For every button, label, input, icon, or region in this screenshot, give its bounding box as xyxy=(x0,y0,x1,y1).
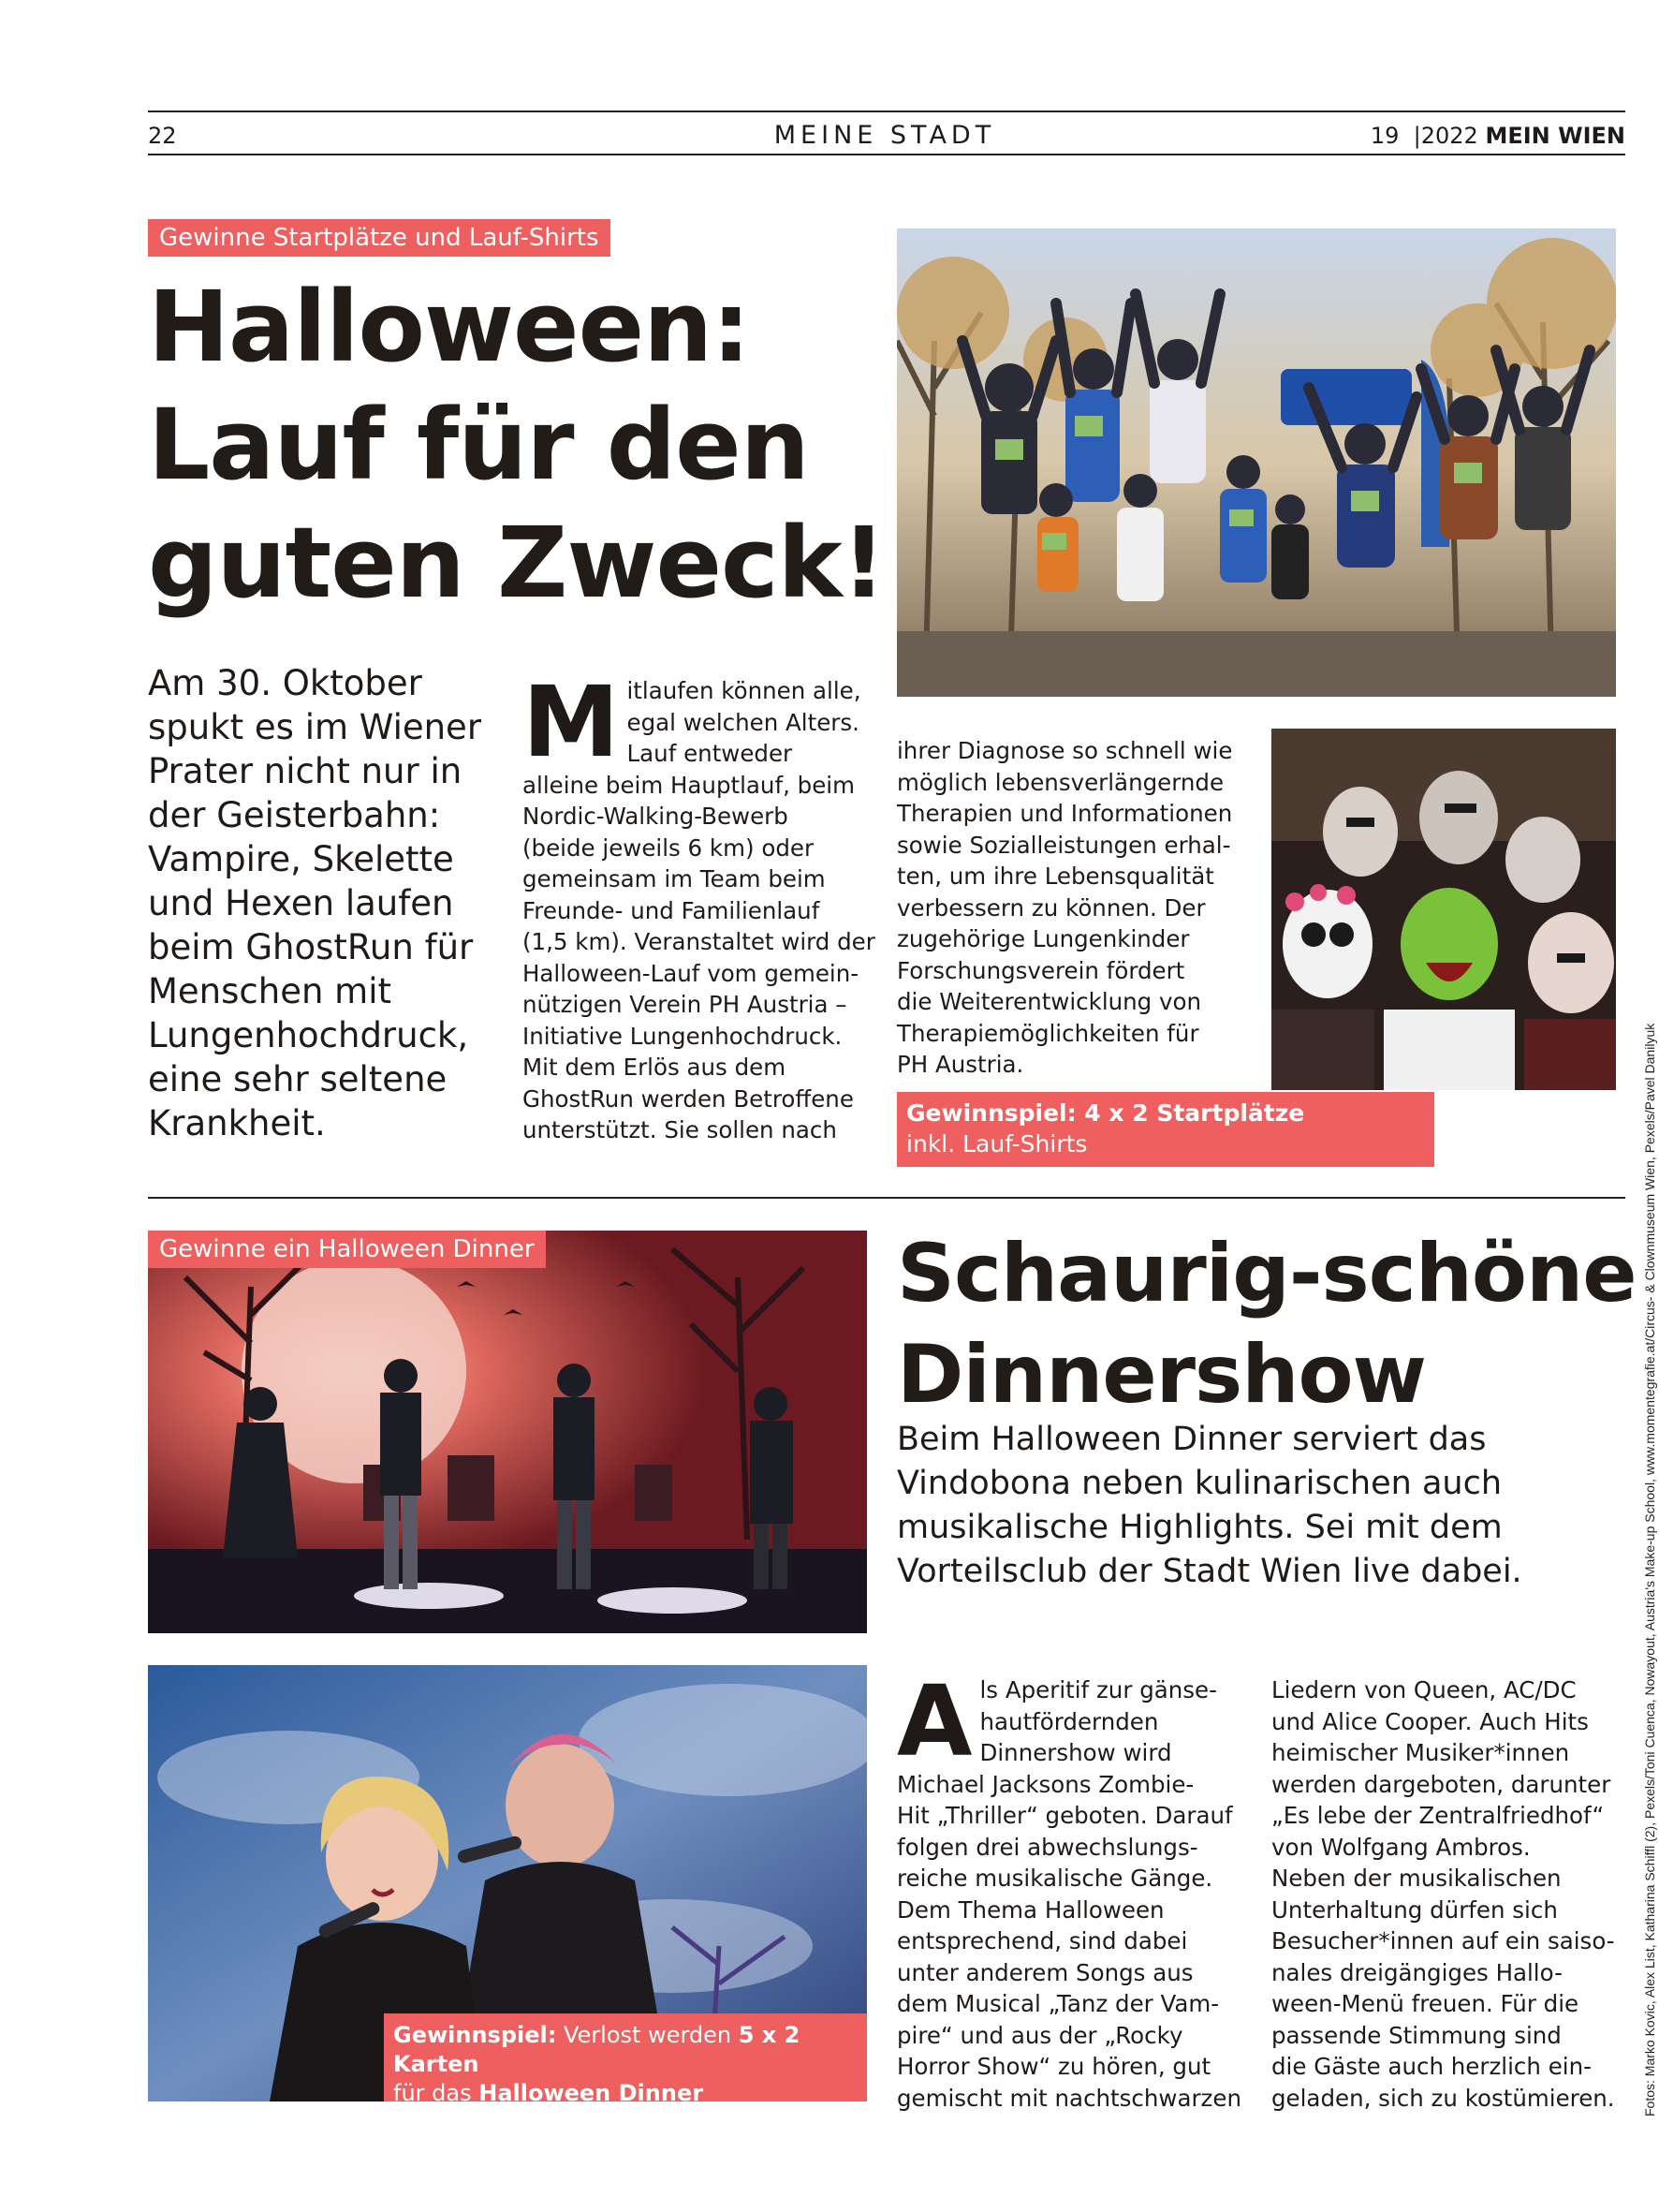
brand-name: MEIN WIEN xyxy=(1485,123,1625,149)
body-line: Nordic-Walking-Bewerb xyxy=(522,803,788,830)
body-line: zugehörige Lungenkinder xyxy=(897,925,1190,952)
article-divider xyxy=(148,1197,1625,1199)
photo-halloween-runners xyxy=(897,229,1616,697)
body-line: werden dargeboten, darunter xyxy=(1271,1770,1611,1798)
contest-title: Gewinnspiel: 4 x 2 Startplätze xyxy=(906,1099,1305,1127)
body-line: von Wolfgang Ambros. xyxy=(1271,1833,1531,1861)
body-line: verbessern zu können. Der xyxy=(897,893,1206,922)
body-line: folgen drei abwechslungs- xyxy=(897,1833,1198,1861)
body-line: sowie Sozialleistungen erhal- xyxy=(897,831,1231,859)
drop-cap: M xyxy=(522,665,620,779)
lead-line: eine sehr seltene xyxy=(148,1059,448,1099)
lead-line: Vorteilsclub der Stadt Wien live dabei. xyxy=(897,1553,1522,1590)
lead-line: musikalische Highlights. Sei mit dem xyxy=(897,1509,1503,1546)
body-line: unter anderem Songs aus xyxy=(897,1958,1194,1986)
body-line: und Alice Cooper. Auch Hits xyxy=(1271,1707,1589,1735)
body-line: Unterhaltung dürfen sich xyxy=(1271,1895,1558,1924)
lead-line: Prater nicht nur in xyxy=(148,751,462,791)
body-line: Dem Thema Halloween xyxy=(897,1895,1165,1924)
lead-line: Vampire, Skelette xyxy=(148,839,454,879)
dinner-stage-illustration xyxy=(148,1231,867,1633)
face-paint-illustration xyxy=(1271,729,1616,1090)
issue-number: 19 |2022 xyxy=(1370,123,1478,149)
body-line: Besucher*innen auf ein saiso- xyxy=(1271,1927,1615,1954)
body-line: passende Stimmung sind xyxy=(1271,2021,1562,2049)
body-line: „Es lebe der Zentralfriedhof“ xyxy=(1271,1802,1605,1829)
body-line: egal welchen Alters. xyxy=(626,708,859,736)
photo-dinner-stage xyxy=(148,1231,867,1633)
article1-lead xyxy=(148,661,481,1145)
body-line: Dinnershow wird xyxy=(979,1739,1172,1766)
article1-tag: Gewinne Startplätze und Lauf-Shirts xyxy=(148,219,610,257)
article1-contest-box xyxy=(897,1092,1434,1167)
header-top-rule xyxy=(148,111,1625,112)
body-line: unterstützt. Sie sollen nach xyxy=(522,1116,837,1143)
headline-line: guten Zweck! xyxy=(148,506,886,620)
lead-line: Krankheit. xyxy=(148,1103,326,1143)
contest-text: für das xyxy=(393,2080,479,2106)
headline-line: Schaurig-schöne xyxy=(897,1227,1637,1320)
lead-line: der Geisterbahn: xyxy=(148,795,441,835)
body-line: die Gäste auch herzlich ein- xyxy=(1271,2053,1592,2080)
article2-tag: Gewinne ein Halloween Dinner xyxy=(148,1231,546,1268)
body-line: dem Musical „Tanz der Vam- xyxy=(897,1990,1220,2017)
body-line: Freunde- und Familienlauf xyxy=(522,896,820,924)
body-line: gemeinsam im Team beim xyxy=(522,865,826,892)
body-line: PH Austria. xyxy=(897,1051,1024,1078)
body-line: (beide jeweils 6 km) oder xyxy=(522,833,815,862)
contest-detail: inkl. Lauf-Shirts xyxy=(906,1130,1088,1158)
photo-face-paint-group xyxy=(1271,729,1616,1090)
body-line: Lauf entweder xyxy=(626,740,793,767)
header-bottom-rule xyxy=(148,154,1625,155)
body-line: Mit dem Erlös aus dem xyxy=(522,1054,786,1081)
body-line: (1,5 km). Veranstaltet wird der xyxy=(522,928,875,955)
body-line: Horror Show“ zu hören, gut xyxy=(897,2053,1211,2080)
article2-body-col1 xyxy=(897,1664,1253,2114)
lead-line: Beim Halloween Dinner serviert das xyxy=(897,1421,1487,1458)
article1-body-col1 xyxy=(522,665,878,1146)
body-line: Hit „Thriller“ geboten. Darauf xyxy=(897,1802,1233,1829)
body-line: itlaufen können alle, xyxy=(626,677,861,704)
body-line: ihrer Diagnose so schnell wie xyxy=(897,737,1233,764)
body-line: nützigen Verein PH Austria – xyxy=(522,991,847,1018)
body-line: ween-Menü freuen. Für die xyxy=(1271,1990,1579,2017)
contest-prize: 5 x 2 Karten xyxy=(393,2022,800,2077)
contest-text: Verlost werden xyxy=(556,2022,739,2048)
drop-cap: A xyxy=(897,1664,973,1778)
issue-info xyxy=(1371,120,1625,152)
contest-label: Gewinnspiel: xyxy=(393,2022,557,2048)
headline-line: Dinnershow xyxy=(897,1328,1426,1422)
body-line: die Weiterentwicklung von xyxy=(897,988,1202,1015)
body-line: nales dreigängiges Hallo- xyxy=(1271,1958,1563,1986)
lead-line: Vindobona neben kulinarischen auch xyxy=(897,1465,1502,1502)
headline-line: Lauf für den xyxy=(148,388,809,502)
body-line: Michael Jacksons Zombie- xyxy=(897,1770,1195,1798)
lead-line: beim GhostRun für xyxy=(148,927,474,967)
lead-line: Lungenhochdruck, xyxy=(148,1015,469,1055)
article2-headline xyxy=(897,1223,1637,1425)
lead-line: spukt es im Wiener xyxy=(148,707,482,747)
article2-body-col2 xyxy=(1271,1674,1627,2114)
body-line: hautfördernden xyxy=(979,1707,1159,1735)
article1-body-col2 xyxy=(897,735,1243,1081)
body-line: ls Aperitif zur gänse- xyxy=(979,1676,1217,1703)
body-line: gemischt mit nachtschwarzen xyxy=(897,2084,1242,2112)
body-line: ten, um ihre Lebensqualität xyxy=(897,863,1214,890)
contest-line1 xyxy=(393,2021,858,2079)
body-line: Neben der musikalischen xyxy=(1271,1865,1562,1892)
body-line: GhostRun werden Betroffene xyxy=(522,1084,854,1113)
page-number: 22 xyxy=(148,123,177,149)
article2-lead xyxy=(897,1418,1522,1594)
body-line: geladen, sich zu kostümieren. xyxy=(1271,2084,1615,2112)
body-line: Liedern von Queen, AC/DC xyxy=(1271,1676,1577,1703)
headline-line: Halloween: xyxy=(148,270,750,384)
article1-headline xyxy=(148,268,885,622)
body-line: pire“ und aus der „Rocky xyxy=(897,2021,1183,2049)
article2-contest-box xyxy=(384,2013,867,2135)
body-line: Halloween-Lauf vom gemein- xyxy=(522,959,859,987)
lead-line: Menschen mit xyxy=(148,971,392,1011)
body-line: heimischer Musiker*innen xyxy=(1271,1739,1570,1766)
body-line: Therapiemöglichkeiten für xyxy=(897,1019,1199,1047)
body-line: möglich lebensverlängernde xyxy=(897,768,1225,796)
lead-line: und Hexen laufen xyxy=(148,883,454,923)
body-line: Initiative Lungenhochdruck. xyxy=(522,1022,843,1050)
body-line: reiche musikalische Gänge. xyxy=(897,1865,1213,1892)
lead-line: Am 30. Oktober xyxy=(148,663,422,703)
body-line: alleine beim Hauptlauf, beim xyxy=(522,771,855,799)
section-title: MEINE STADT xyxy=(773,121,996,150)
body-line: entsprechend, sind dabei xyxy=(897,1927,1188,1954)
runners-illustration xyxy=(897,229,1616,697)
contest-text: im Vidobona. xyxy=(393,2109,549,2135)
body-line: Therapien und Informationen xyxy=(897,800,1233,827)
photo-credit: Fotos: Marko Kovic, Alex List, Katharina Schiffl (2), Pexels/Toni Cuenca, Nowayout, Austria's Make-up School, www.momentegrafie.at/Circus- & Clownmuseum Wien, Pexels/Pavel Danilyuk xyxy=(1642,1023,1657,2116)
contest-event: Halloween Dinner xyxy=(478,2080,704,2106)
body-line: Forschungsverein fördert xyxy=(897,956,1185,984)
contest-line2 xyxy=(393,2079,858,2137)
